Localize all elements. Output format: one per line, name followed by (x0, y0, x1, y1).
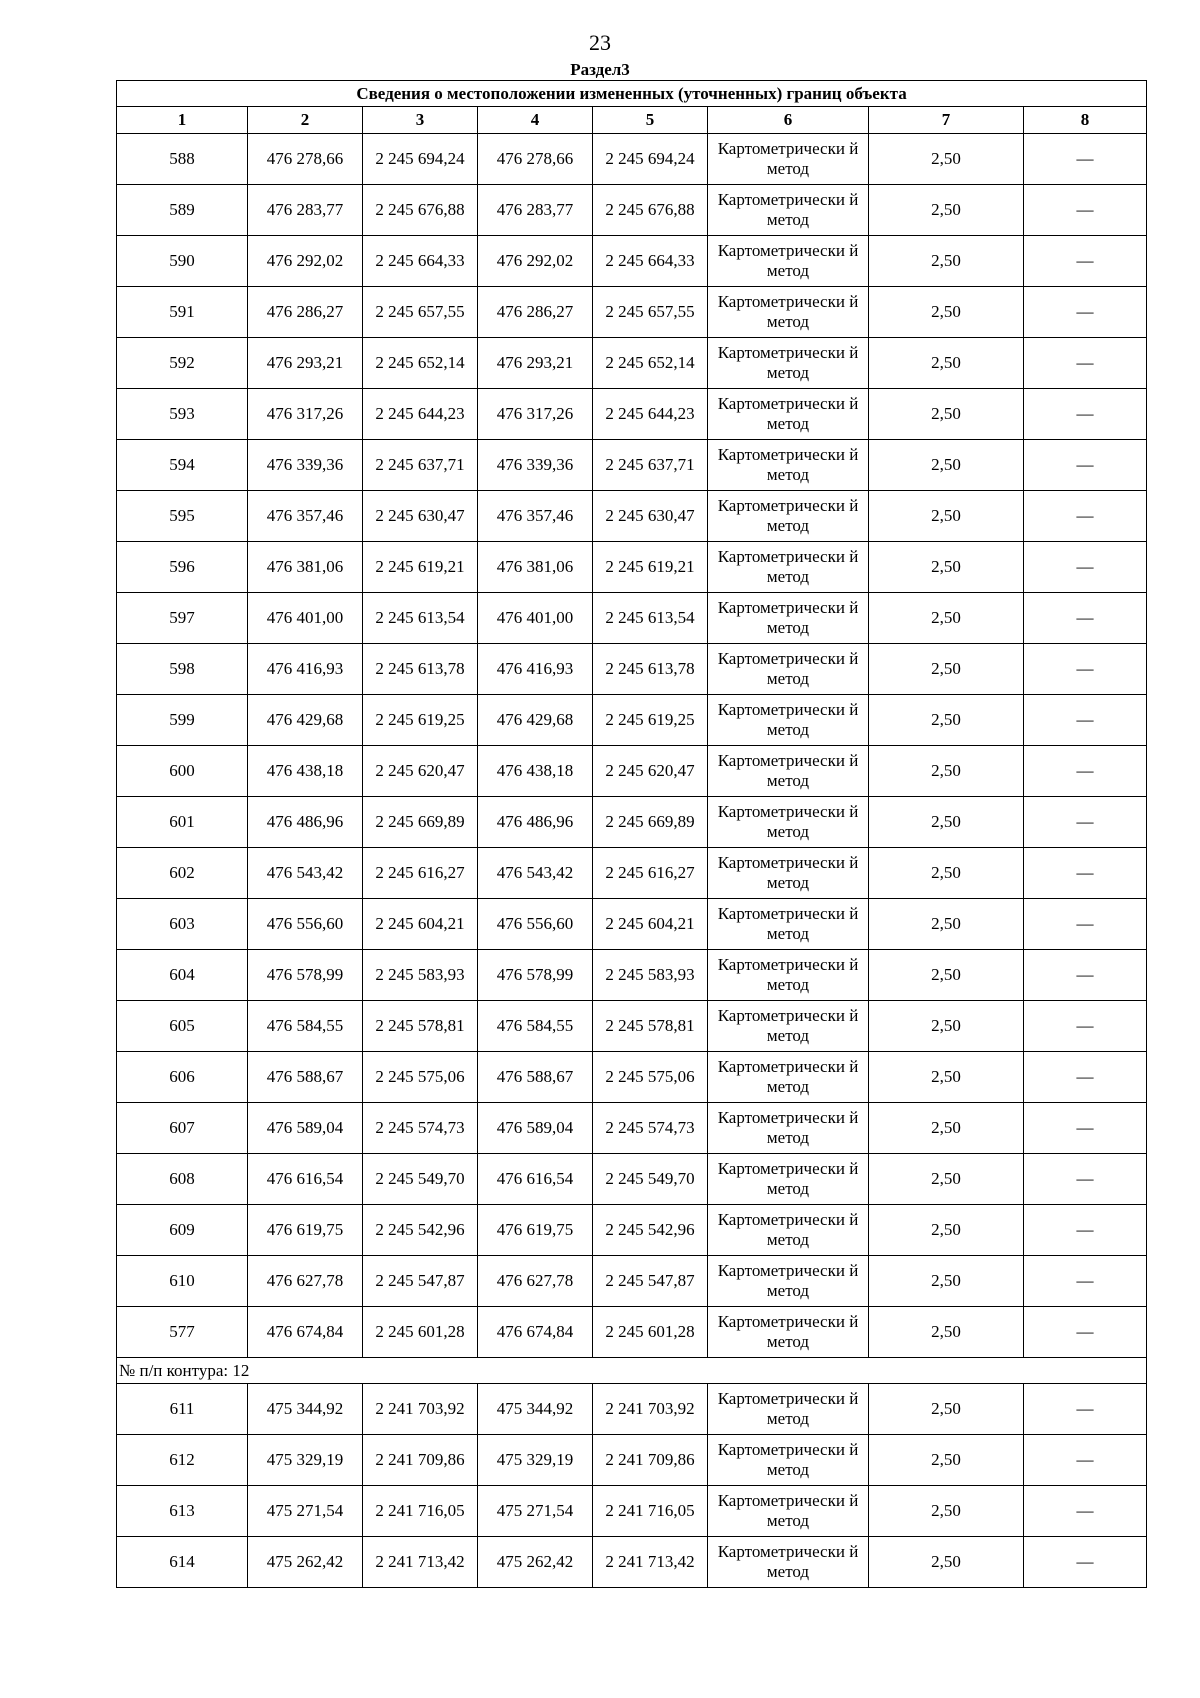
y-new-cell: 2 245 604,21 (593, 899, 708, 950)
y-old-cell: 2 245 669,89 (363, 797, 478, 848)
y-new-cell: 2 245 575,06 (593, 1052, 708, 1103)
point-number-cell: 599 (117, 695, 248, 746)
x-old-cell: 476 416,93 (248, 644, 363, 695)
description-cell: — (1024, 1486, 1147, 1537)
section-title: Раздел3 (570, 60, 630, 79)
point-number-cell: 614 (117, 1537, 248, 1588)
x-old-cell: 476 584,55 (248, 1001, 363, 1052)
contour-label-row (117, 1358, 1147, 1384)
x-new-cell: 475 344,92 (478, 1384, 593, 1435)
x-new-cell: 476 556,60 (478, 899, 593, 950)
table-row (117, 695, 1147, 746)
accuracy-cell: 2,50 (869, 593, 1024, 644)
accuracy-cell: 2,50 (869, 185, 1024, 236)
x-old-cell: 476 578,99 (248, 950, 363, 1001)
y-new-cell: 2 245 664,33 (593, 236, 708, 287)
x-new-cell: 476 292,02 (478, 236, 593, 287)
x-new-cell: 476 381,06 (478, 542, 593, 593)
method-cell: Картометрически й метод (708, 797, 869, 848)
point-number-cell: 593 (117, 389, 248, 440)
y-new-cell: 2 245 620,47 (593, 746, 708, 797)
table-row (117, 848, 1147, 899)
x-new-cell: 476 429,68 (478, 695, 593, 746)
y-old-cell: 2 245 644,23 (363, 389, 478, 440)
table-caption: Сведения о местоположении измененных (уточненных) границ объекта (117, 81, 1147, 107)
method-cell: Картометрически й метод (708, 848, 869, 899)
accuracy-cell: 2,50 (869, 542, 1024, 593)
method-cell: Картометрически й метод (708, 440, 869, 491)
y-old-cell: 2 245 664,33 (363, 236, 478, 287)
table-row (117, 1001, 1147, 1052)
description-cell: — (1024, 1435, 1147, 1486)
accuracy-cell: 2,50 (869, 1435, 1024, 1486)
x-old-cell: 475 271,54 (248, 1486, 363, 1537)
x-old-cell: 476 286,27 (248, 287, 363, 338)
method-cell: Картометрически й метод (708, 1205, 869, 1256)
description-cell: — (1024, 1307, 1147, 1358)
description-cell: — (1024, 593, 1147, 644)
accuracy-cell: 2,50 (869, 797, 1024, 848)
column-numbers-row (117, 107, 1147, 134)
point-number-cell: 597 (117, 593, 248, 644)
y-new-cell: 2 245 652,14 (593, 338, 708, 389)
point-number-cell: 590 (117, 236, 248, 287)
x-new-cell: 475 271,54 (478, 1486, 593, 1537)
method-cell: Картометрически й метод (708, 746, 869, 797)
y-old-cell: 2 245 613,78 (363, 644, 478, 695)
column-number: 5 (593, 107, 708, 134)
table-body (117, 81, 1147, 1588)
x-new-cell: 476 286,27 (478, 287, 593, 338)
y-new-cell: 2 241 703,92 (593, 1384, 708, 1435)
accuracy-cell: 2,50 (869, 1001, 1024, 1052)
accuracy-cell: 2,50 (869, 236, 1024, 287)
point-number-cell: 595 (117, 491, 248, 542)
page-number: 23 (589, 30, 611, 55)
y-new-cell: 2 245 547,87 (593, 1256, 708, 1307)
y-new-cell: 2 245 694,24 (593, 134, 708, 185)
x-old-cell: 476 619,75 (248, 1205, 363, 1256)
description-cell: — (1024, 899, 1147, 950)
table-row (117, 1435, 1147, 1486)
x-old-cell: 475 344,92 (248, 1384, 363, 1435)
description-cell: — (1024, 236, 1147, 287)
description-cell: — (1024, 746, 1147, 797)
method-cell: Картометрически й метод (708, 389, 869, 440)
x-new-cell: 476 486,96 (478, 797, 593, 848)
description-cell: — (1024, 287, 1147, 338)
point-number-cell: 603 (117, 899, 248, 950)
accuracy-cell: 2,50 (869, 287, 1024, 338)
method-cell: Картометрически й метод (708, 1307, 869, 1358)
method-cell: Картометрически й метод (708, 491, 869, 542)
table-row (117, 287, 1147, 338)
method-cell: Картометрически й метод (708, 1001, 869, 1052)
method-cell: Картометрически й метод (708, 593, 869, 644)
point-number-cell: 609 (117, 1205, 248, 1256)
column-number: 7 (869, 107, 1024, 134)
accuracy-cell: 2,50 (869, 848, 1024, 899)
y-new-cell: 2 245 619,21 (593, 542, 708, 593)
y-old-cell: 2 245 620,47 (363, 746, 478, 797)
point-number-cell: 589 (117, 185, 248, 236)
method-cell: Картометрически й метод (708, 185, 869, 236)
y-new-cell: 2 241 713,42 (593, 1537, 708, 1588)
y-old-cell: 2 245 542,96 (363, 1205, 478, 1256)
method-cell: Картометрически й метод (708, 338, 869, 389)
method-cell: Картометрически й метод (708, 1103, 869, 1154)
column-number: 4 (478, 107, 593, 134)
y-old-cell: 2 241 709,86 (363, 1435, 478, 1486)
point-number-cell: 577 (117, 1307, 248, 1358)
point-number-cell: 594 (117, 440, 248, 491)
method-cell: Картометрически й метод (708, 542, 869, 593)
y-new-cell: 2 241 716,05 (593, 1486, 708, 1537)
x-old-cell: 475 329,19 (248, 1435, 363, 1486)
y-new-cell: 2 241 709,86 (593, 1435, 708, 1486)
method-cell: Картометрически й метод (708, 236, 869, 287)
description-cell: — (1024, 1537, 1147, 1588)
x-old-cell: 476 401,00 (248, 593, 363, 644)
accuracy-cell: 2,50 (869, 134, 1024, 185)
method-cell: Картометрически й метод (708, 287, 869, 338)
method-cell: Картометрически й метод (708, 899, 869, 950)
table-row (117, 797, 1147, 848)
description-cell: — (1024, 848, 1147, 899)
x-new-cell: 476 619,75 (478, 1205, 593, 1256)
y-old-cell: 2 245 604,21 (363, 899, 478, 950)
accuracy-cell: 2,50 (869, 389, 1024, 440)
method-cell: Картометрически й метод (708, 1486, 869, 1537)
description-cell: — (1024, 797, 1147, 848)
y-old-cell: 2 245 583,93 (363, 950, 478, 1001)
y-old-cell: 2 245 578,81 (363, 1001, 478, 1052)
x-new-cell: 476 317,26 (478, 389, 593, 440)
y-old-cell: 2 245 694,24 (363, 134, 478, 185)
y-old-cell: 2 245 657,55 (363, 287, 478, 338)
column-number: 3 (363, 107, 478, 134)
description-cell: — (1024, 1052, 1147, 1103)
method-cell: Картометрически й метод (708, 1435, 869, 1486)
y-old-cell: 2 245 652,14 (363, 338, 478, 389)
x-new-cell: 476 588,67 (478, 1052, 593, 1103)
y-old-cell: 2 245 547,87 (363, 1256, 478, 1307)
y-old-cell: 2 245 574,73 (363, 1103, 478, 1154)
x-old-cell: 476 556,60 (248, 899, 363, 950)
table-row (117, 185, 1147, 236)
y-old-cell: 2 245 619,21 (363, 542, 478, 593)
accuracy-cell: 2,50 (869, 695, 1024, 746)
accuracy-cell: 2,50 (869, 491, 1024, 542)
y-new-cell: 2 245 613,78 (593, 644, 708, 695)
y-new-cell: 2 245 616,27 (593, 848, 708, 899)
y-old-cell: 2 241 713,42 (363, 1537, 478, 1588)
y-old-cell: 2 241 703,92 (363, 1384, 478, 1435)
x-old-cell: 476 357,46 (248, 491, 363, 542)
description-cell: — (1024, 950, 1147, 1001)
y-new-cell: 2 245 644,23 (593, 389, 708, 440)
method-cell: Картометрически й метод (708, 950, 869, 1001)
description-cell: — (1024, 491, 1147, 542)
accuracy-cell: 2,50 (869, 1052, 1024, 1103)
x-new-cell: 476 543,42 (478, 848, 593, 899)
point-number-cell: 612 (117, 1435, 248, 1486)
x-old-cell: 476 543,42 (248, 848, 363, 899)
method-cell: Картометрически й метод (708, 1052, 869, 1103)
x-new-cell: 476 578,99 (478, 950, 593, 1001)
method-cell: Картометрически й метод (708, 134, 869, 185)
table-row (117, 1486, 1147, 1537)
table-row (117, 644, 1147, 695)
point-number-cell: 606 (117, 1052, 248, 1103)
point-number-cell: 591 (117, 287, 248, 338)
y-new-cell: 2 245 613,54 (593, 593, 708, 644)
description-cell: — (1024, 695, 1147, 746)
accuracy-cell: 2,50 (869, 338, 1024, 389)
point-number-cell: 598 (117, 644, 248, 695)
accuracy-cell: 2,50 (869, 644, 1024, 695)
x-old-cell: 476 438,18 (248, 746, 363, 797)
x-old-cell: 476 339,36 (248, 440, 363, 491)
x-old-cell: 476 429,68 (248, 695, 363, 746)
y-old-cell: 2 245 616,27 (363, 848, 478, 899)
accuracy-cell: 2,50 (869, 746, 1024, 797)
point-number-cell: 601 (117, 797, 248, 848)
x-new-cell: 476 674,84 (478, 1307, 593, 1358)
point-number-cell: 604 (117, 950, 248, 1001)
method-cell: Картометрически й метод (708, 1154, 869, 1205)
point-number-cell: 610 (117, 1256, 248, 1307)
accuracy-cell: 2,50 (869, 1384, 1024, 1435)
table-row (117, 899, 1147, 950)
x-new-cell: 476 339,36 (478, 440, 593, 491)
point-number-cell: 611 (117, 1384, 248, 1435)
x-new-cell: 476 278,66 (478, 134, 593, 185)
accuracy-cell: 2,50 (869, 899, 1024, 950)
method-cell: Картометрически й метод (708, 1384, 869, 1435)
description-cell: — (1024, 1154, 1147, 1205)
table-row (117, 593, 1147, 644)
accuracy-cell: 2,50 (869, 1486, 1024, 1537)
y-old-cell: 2 245 630,47 (363, 491, 478, 542)
table-row (117, 1154, 1147, 1205)
y-old-cell: 2 245 619,25 (363, 695, 478, 746)
description-cell: — (1024, 389, 1147, 440)
point-number-cell: 605 (117, 1001, 248, 1052)
x-new-cell: 475 262,42 (478, 1537, 593, 1588)
table-row (117, 950, 1147, 1001)
table-caption-row (117, 81, 1147, 107)
x-old-cell: 476 486,96 (248, 797, 363, 848)
table-row (117, 1384, 1147, 1435)
y-old-cell: 2 245 601,28 (363, 1307, 478, 1358)
description-cell: — (1024, 185, 1147, 236)
x-new-cell: 476 584,55 (478, 1001, 593, 1052)
x-new-cell: 476 627,78 (478, 1256, 593, 1307)
table-row (117, 440, 1147, 491)
table-row (117, 1537, 1147, 1588)
point-number-cell: 608 (117, 1154, 248, 1205)
x-new-cell: 476 438,18 (478, 746, 593, 797)
y-new-cell: 2 245 542,96 (593, 1205, 708, 1256)
description-cell: — (1024, 338, 1147, 389)
method-cell: Картометрически й метод (708, 1256, 869, 1307)
y-old-cell: 2 245 613,54 (363, 593, 478, 644)
column-number: 6 (708, 107, 869, 134)
column-number: 8 (1024, 107, 1147, 134)
x-new-cell: 476 283,77 (478, 185, 593, 236)
table-row (117, 1205, 1147, 1256)
y-new-cell: 2 245 669,89 (593, 797, 708, 848)
x-old-cell: 476 278,66 (248, 134, 363, 185)
point-number-cell: 588 (117, 134, 248, 185)
point-number-cell: 607 (117, 1103, 248, 1154)
description-cell: — (1024, 1103, 1147, 1154)
description-cell: — (1024, 644, 1147, 695)
table-row (117, 491, 1147, 542)
x-old-cell: 476 283,77 (248, 185, 363, 236)
x-old-cell: 476 627,78 (248, 1256, 363, 1307)
table-row (117, 542, 1147, 593)
x-new-cell: 476 616,54 (478, 1154, 593, 1205)
y-new-cell: 2 245 578,81 (593, 1001, 708, 1052)
y-new-cell: 2 245 601,28 (593, 1307, 708, 1358)
y-new-cell: 2 245 657,55 (593, 287, 708, 338)
description-cell: — (1024, 1205, 1147, 1256)
point-number-cell: 596 (117, 542, 248, 593)
x-new-cell: 476 416,93 (478, 644, 593, 695)
table-row (117, 236, 1147, 287)
accuracy-cell: 2,50 (869, 1256, 1024, 1307)
accuracy-cell: 2,50 (869, 1154, 1024, 1205)
y-old-cell: 2 245 549,70 (363, 1154, 478, 1205)
accuracy-cell: 2,50 (869, 950, 1024, 1001)
x-old-cell: 476 616,54 (248, 1154, 363, 1205)
accuracy-cell: 2,50 (869, 1307, 1024, 1358)
x-new-cell: 476 589,04 (478, 1103, 593, 1154)
column-number: 1 (117, 107, 248, 134)
description-cell: — (1024, 440, 1147, 491)
x-new-cell: 476 293,21 (478, 338, 593, 389)
y-new-cell: 2 245 574,73 (593, 1103, 708, 1154)
x-old-cell: 476 292,02 (248, 236, 363, 287)
y-new-cell: 2 245 676,88 (593, 185, 708, 236)
x-old-cell: 476 317,26 (248, 389, 363, 440)
y-new-cell: 2 245 619,25 (593, 695, 708, 746)
table-row (117, 338, 1147, 389)
method-cell: Картометрически й метод (708, 644, 869, 695)
y-new-cell: 2 245 637,71 (593, 440, 708, 491)
x-old-cell: 476 381,06 (248, 542, 363, 593)
y-new-cell: 2 245 583,93 (593, 950, 708, 1001)
boundary-coordinates-table (116, 80, 1147, 1588)
table-row (117, 1052, 1147, 1103)
table-row (117, 1103, 1147, 1154)
x-old-cell: 476 674,84 (248, 1307, 363, 1358)
table-row (117, 389, 1147, 440)
point-number-cell: 613 (117, 1486, 248, 1537)
table-row (117, 1256, 1147, 1307)
x-new-cell: 475 329,19 (478, 1435, 593, 1486)
accuracy-cell: 2,50 (869, 1103, 1024, 1154)
x-old-cell: 476 589,04 (248, 1103, 363, 1154)
description-cell: — (1024, 134, 1147, 185)
accuracy-cell: 2,50 (869, 1205, 1024, 1256)
point-number-cell: 602 (117, 848, 248, 899)
y-old-cell: 2 245 637,71 (363, 440, 478, 491)
method-cell: Картометрически й метод (708, 695, 869, 746)
description-cell: — (1024, 542, 1147, 593)
table-row (117, 134, 1147, 185)
y-old-cell: 2 245 575,06 (363, 1052, 478, 1103)
method-cell: Картометрически й метод (708, 1537, 869, 1588)
x-old-cell: 476 293,21 (248, 338, 363, 389)
column-number: 2 (248, 107, 363, 134)
x-new-cell: 476 401,00 (478, 593, 593, 644)
contour-label: № п/п контура: 12 (117, 1358, 1147, 1384)
y-new-cell: 2 245 549,70 (593, 1154, 708, 1205)
x-old-cell: 476 588,67 (248, 1052, 363, 1103)
point-number-cell: 600 (117, 746, 248, 797)
x-new-cell: 476 357,46 (478, 491, 593, 542)
accuracy-cell: 2,50 (869, 440, 1024, 491)
accuracy-cell: 2,50 (869, 1537, 1024, 1588)
y-new-cell: 2 245 630,47 (593, 491, 708, 542)
table-row (117, 746, 1147, 797)
y-old-cell: 2 241 716,05 (363, 1486, 478, 1537)
description-cell: — (1024, 1001, 1147, 1052)
y-old-cell: 2 245 676,88 (363, 185, 478, 236)
x-old-cell: 475 262,42 (248, 1537, 363, 1588)
table-row (117, 1307, 1147, 1358)
description-cell: — (1024, 1256, 1147, 1307)
description-cell: — (1024, 1384, 1147, 1435)
point-number-cell: 592 (117, 338, 248, 389)
